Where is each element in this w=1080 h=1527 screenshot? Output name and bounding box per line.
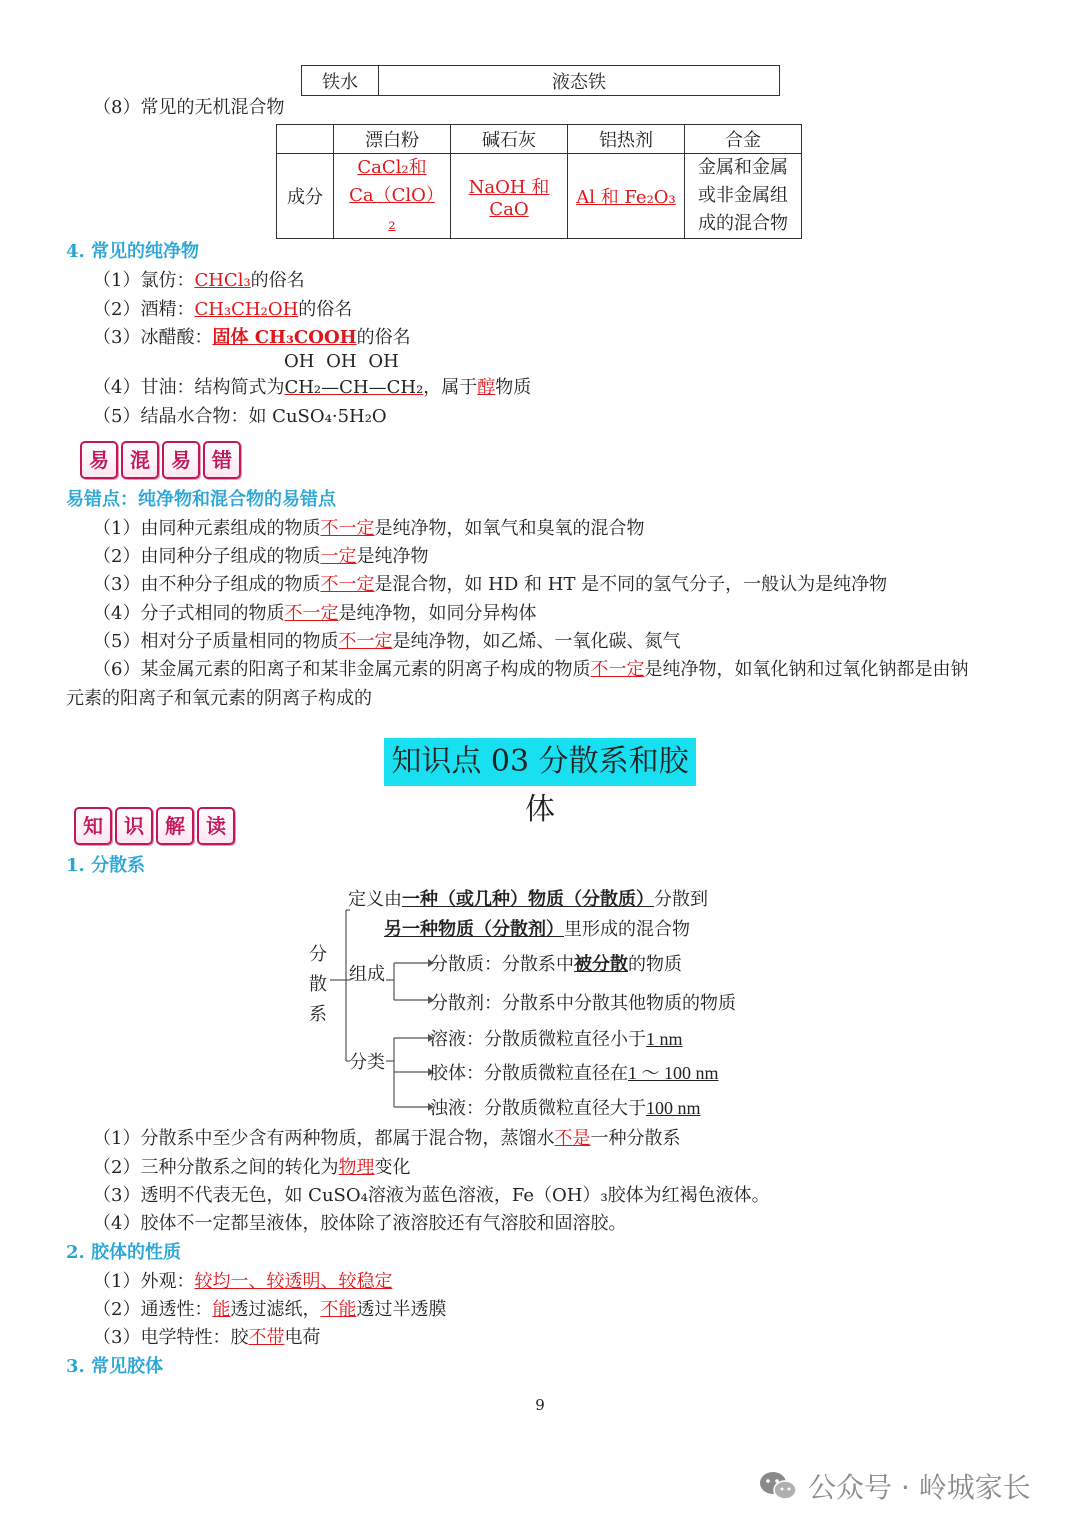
table-header: 合金 xyxy=(685,125,802,154)
list-item xyxy=(93,630,680,654)
table-header: 漂白粉 xyxy=(334,125,451,154)
list-item xyxy=(93,602,536,626)
top-table-cell: 铁水 xyxy=(302,66,379,96)
item-text: （3）由不种分子组成的物质 xyxy=(93,574,321,595)
tree-text: 里形成的混合物 xyxy=(564,919,690,940)
item-red: 一定 xyxy=(320,546,357,567)
item-text: （3）冰醋酸： xyxy=(93,327,213,348)
item-red: 不一定 xyxy=(590,659,645,680)
badge-char: 易 xyxy=(80,441,118,479)
item-red: 不一定 xyxy=(320,574,375,595)
list-item xyxy=(93,269,305,293)
item-8: （8）常见的无机混合物 xyxy=(93,97,285,118)
item-text: 的俗名 xyxy=(298,299,353,320)
glycerol-oh-groups: OH OH OH xyxy=(284,351,399,372)
item-text: 是混合物，如 HD 和 HT 是不同的氢气分子，一般认为是纯净物 xyxy=(374,574,888,595)
item-text: 的俗名 xyxy=(356,327,411,348)
watermark xyxy=(758,1466,1031,1506)
section-4-title: 4. 常见的纯净物 xyxy=(66,241,200,262)
item-red: 不一定 xyxy=(338,631,393,652)
list-item-continuation: 元素的阳离子和氧元素的阴离子构成的 xyxy=(66,688,372,709)
badge-char: 易 xyxy=(162,441,200,479)
item-red: 物理 xyxy=(338,1157,375,1178)
list-item xyxy=(93,376,531,400)
list-item xyxy=(93,1127,680,1151)
tree-label-classification: 分类 xyxy=(349,1052,385,1073)
item-text: （5）相对分子质量相同的物质 xyxy=(93,631,339,652)
item-text: （1）分散系中至少含有两种物质，都属于混合物，蒸馏水 xyxy=(93,1128,555,1149)
top-table-cell: 液态铁 xyxy=(379,66,780,96)
item-text: 透过滤纸， xyxy=(230,1299,321,1320)
table-row-label: 成分 xyxy=(277,154,334,239)
list-item: （3）透明不代表无色，如 CuSO₄溶液为蓝色溶液，Fe（OH）₃胶体为红褐色液体。 xyxy=(93,1185,770,1206)
item-text: 透过半透膜 xyxy=(356,1299,447,1320)
item-text: （4）分子式相同的物质 xyxy=(93,603,285,624)
list-item xyxy=(93,298,352,322)
item-text: 是纯净物，如同分异构体 xyxy=(338,603,537,624)
item-text: 是纯净物，如乙烯、一氧化碳、氮气 xyxy=(392,631,681,652)
item-red: 不一定 xyxy=(320,518,375,539)
mixture-table xyxy=(276,124,802,239)
tree-text: 分散到 xyxy=(654,889,708,910)
tree-root xyxy=(307,940,329,1030)
item-red: CHCl₃ xyxy=(194,270,251,291)
item-red: 不能 xyxy=(320,1299,357,1320)
bleach-cell: CaCl₂和Ca（ClO）₂ xyxy=(334,154,451,239)
table-cell xyxy=(277,125,334,154)
tree-root-char: 分 xyxy=(309,944,327,965)
table-header: 碱石灰 xyxy=(451,125,568,154)
item-text: （2）三种分散系之间的转化为 xyxy=(93,1157,339,1178)
badge-char: 读 xyxy=(197,807,235,845)
item-text: 一种分散系 xyxy=(590,1128,681,1149)
list-item xyxy=(93,1156,410,1180)
list-item: （5）结晶水合物：如 CuSO₄·5H₂O xyxy=(93,406,387,427)
list-item xyxy=(93,573,887,597)
item-text: （1）由同种元素组成的物质 xyxy=(93,518,321,539)
item-text: （2）由同种分子组成的物质 xyxy=(93,546,321,567)
item-text: （4）甘油：结构简式为 xyxy=(93,377,285,398)
section-2-title: 2. 胶体的性质 xyxy=(66,1242,182,1263)
section-3-title: 3. 常见胶体 xyxy=(66,1356,164,1377)
tree-label-composition: 组成 xyxy=(349,964,385,985)
tree-class-suspension xyxy=(430,1094,701,1120)
item-text: （2）酒精： xyxy=(93,299,195,320)
alloy-cell: 金属和金属或非金属组成的混合物 xyxy=(685,154,802,239)
tree-text: 分散质：分散系中 xyxy=(430,954,574,975)
item-red: 醇 xyxy=(477,377,496,398)
table-header: 铝热剂 xyxy=(568,125,685,154)
tree-composition-1 xyxy=(430,950,682,976)
sodalime-cell: NaOH 和 CaO xyxy=(451,154,568,239)
item-text: （6）某金属元素的阳离子和某非金属元素的阴离子构成的物质 xyxy=(93,659,591,680)
item-red: 固体 CH₃COOH xyxy=(212,327,357,348)
tree-text-bold: 一种（或几种）物质（分散质） xyxy=(402,889,654,910)
tree-text: 溶液：分散质微粒直径小于 xyxy=(430,1029,646,1050)
tree-root-char: 散 xyxy=(309,974,327,995)
list-item xyxy=(93,517,644,541)
item-red: 能 xyxy=(212,1299,231,1320)
item-red: 不带 xyxy=(248,1327,285,1348)
tree-text: 1 nm xyxy=(646,1029,683,1049)
tree-class-solution xyxy=(430,1025,683,1051)
badge-char: 错 xyxy=(203,441,241,479)
list-item xyxy=(93,545,428,569)
tree-root-char: 系 xyxy=(309,1004,327,1025)
tree-text-bold: 被分散 xyxy=(574,954,628,975)
item-red: 较均一、较透明、较稳定 xyxy=(194,1271,393,1292)
wechat-icon xyxy=(758,1469,798,1503)
item-text: 的俗名 xyxy=(250,270,305,291)
badge-knowledge-reading xyxy=(74,807,235,845)
knowledge-point-title: 知识点 03 分散系和胶体 xyxy=(384,738,696,786)
tree-definition xyxy=(348,885,708,911)
item-text: （2）通透性： xyxy=(93,1299,213,1320)
item-text: （1）外观： xyxy=(93,1271,195,1292)
list-item xyxy=(93,658,968,682)
item-text: （1）氯仿： xyxy=(93,270,195,291)
list-item xyxy=(93,326,411,350)
item-text: 是纯净物 xyxy=(356,546,429,567)
tree-label: 定义 xyxy=(348,889,384,910)
thermite-cell: Al 和 Fe₂O₃ xyxy=(568,154,685,239)
list-item xyxy=(93,1326,320,1350)
tree-class-colloid xyxy=(430,1059,719,1085)
item-text: 电荷 xyxy=(284,1327,321,1348)
item-text: 是纯净物，如氧化钠和过氧化钠都是由钠 xyxy=(644,659,969,680)
tree-text: 浊液：分散质微粒直径大于 xyxy=(430,1098,646,1119)
tree-composition-2: 分散剂：分散系中分散其他物质的物质 xyxy=(430,993,736,1014)
top-table xyxy=(301,65,780,96)
tree-text: 100 nm xyxy=(646,1098,701,1118)
item-text: 是纯净物，如氧气和臭氧的混合物 xyxy=(374,518,645,539)
tree-text: 由 xyxy=(384,889,402,910)
item-red: CH₃CH₂OH xyxy=(194,299,299,320)
tree-text: 的物质 xyxy=(628,954,682,975)
badge-char: 识 xyxy=(115,807,153,845)
list-item xyxy=(93,1270,392,1294)
item-red: 不是 xyxy=(554,1128,591,1149)
badge-char: 混 xyxy=(121,441,159,479)
tree-text-bold: 另一种物质（分散剂） xyxy=(384,919,564,940)
item-text: （3）电学特性：胶 xyxy=(93,1327,249,1348)
watermark-text: 公众号 · 岭城家长 xyxy=(808,1471,1031,1504)
item-text: ，属于 xyxy=(423,377,478,398)
tree-text: 1 ～ 100 nm xyxy=(628,1063,719,1083)
list-item xyxy=(93,1298,446,1322)
item-text: 变化 xyxy=(374,1157,411,1178)
glycerol-formula: CH₂—CH—CH₂ xyxy=(284,377,424,398)
badge-char: 知 xyxy=(74,807,112,845)
item-red: 不一定 xyxy=(284,603,339,624)
page-number: 9 xyxy=(535,1396,545,1414)
section-1-title: 1. 分散系 xyxy=(66,855,146,876)
badge-char: 解 xyxy=(156,807,194,845)
tree-definition-cont xyxy=(384,915,690,941)
list-item: （4）胶体不一定都呈液体，胶体除了液溶胶还有气溶胶和固溶胶。 xyxy=(93,1213,627,1234)
tree-text: 胶体：分散质微粒直径在 xyxy=(430,1063,628,1084)
badge-easy-mistake xyxy=(80,441,241,479)
error-title: 易错点：纯净物和混合物的易错点 xyxy=(66,489,336,510)
item-text: 物质 xyxy=(495,377,532,398)
